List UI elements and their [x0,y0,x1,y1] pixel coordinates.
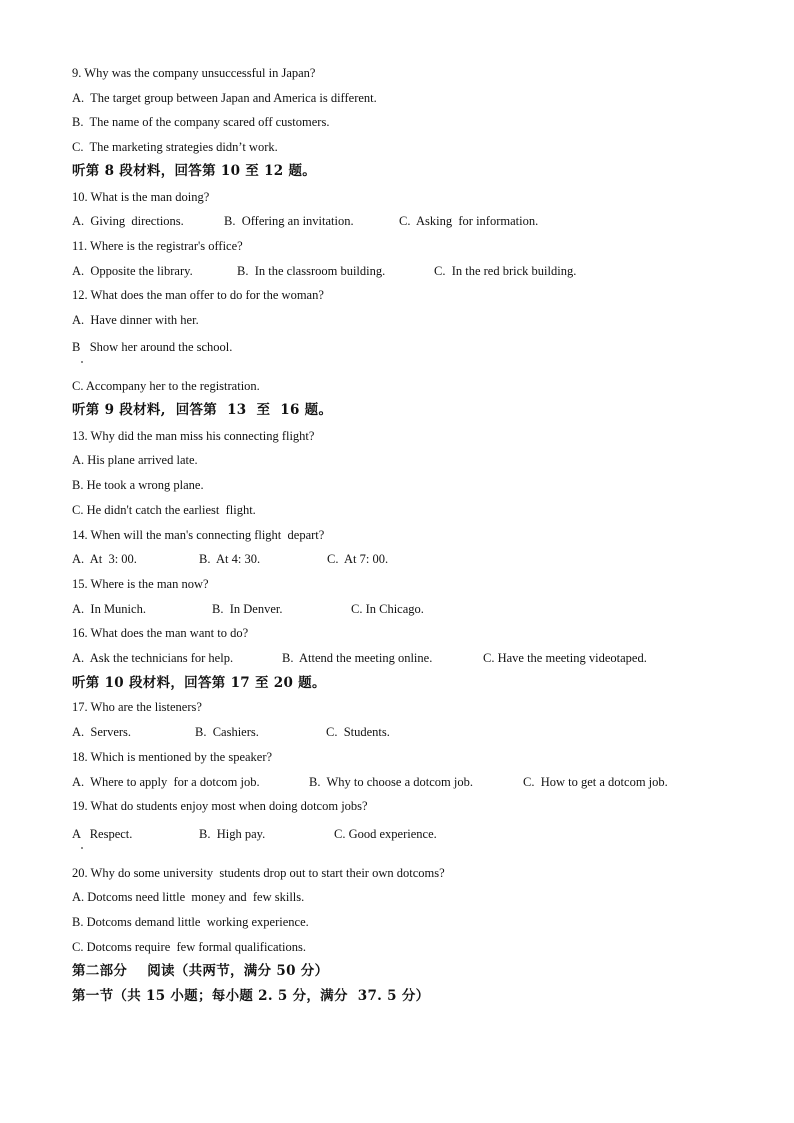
q13-option-a: A. His plane arrived late. [72,453,198,467]
q12-option-a: A. Have dinner with her. [72,313,199,327]
q9-option-a: A. The target group between Japan and America is different. [72,91,377,105]
part-2-heading: 第二部分 阅读（共两节，满分 50 分） [72,963,329,979]
q19-option-a: A Respect. [72,827,133,841]
q20-option-a: A. Dotcoms need little money and few skills. [72,890,305,904]
question-16: 16. What does the man want to do? [72,626,249,640]
section-8-heading: 听第 8 段材料，回答第 10 至 12 题。 [72,163,317,179]
q16-option-b: B. Attend the meeting online. [282,651,433,665]
q12-option-c: C. Accompany her to the registration. [72,379,260,393]
q14-option-a: A. At 3: 00. [72,552,137,566]
q9-option-c: C. The marketing strategies didn’t work. [72,140,278,154]
stray-dot [81,847,83,849]
q17-option-c: C. Students. [326,725,390,739]
q14-option-b: B. At 4: 30. [199,552,261,566]
stray-dot [81,361,83,363]
section-10-heading: 听第 10 段材料，回答第 17 至 20 题。 [72,675,326,691]
q20-option-b: B. Dotcoms demand little working experience. [72,915,309,929]
question-12: 12. What does the man offer to do for the woman? [72,288,324,302]
q15-option-a: A. In Munich. [72,602,146,616]
question-14: 14. When will the man's connecting flight depart? [72,528,325,542]
q20-option-c: C. Dotcoms require few formal qualifications. [72,940,306,954]
question-13: 13. Why did the man miss his connecting flight? [72,429,315,443]
q10-option-b: B. Offering an invitation. [224,214,354,228]
q19-option-b: B. High pay. [199,827,266,841]
question-17: 17. Who are the listeners? [72,700,202,714]
q17-option-a: A. Servers. [72,725,132,739]
q19-option-c: C. Good experience. [334,827,437,841]
q13-option-c: C. He didn't catch the earliest flight. [72,503,256,517]
q11-option-c: C. In the red brick building. [434,264,577,278]
q12-option-b: B Show her around the school. [72,340,233,354]
q16-option-a: A. Ask the technicians for help. [72,651,234,665]
q11-option-a: A. Opposite the library. [72,264,193,278]
q18-option-c: C. How to get a dotcom job. [523,775,668,789]
question-18: 18. Which is mentioned by the speaker? [72,750,273,764]
q15-option-c: C. In Chicago. [351,602,424,616]
question-11: 11. Where is the registrar's office? [72,239,243,253]
q16-option-c: C. Have the meeting videotaped. [483,651,647,665]
q17-option-b: B. Cashiers. [195,725,259,739]
part-2-section-1-heading: 第一节（共 15 小题；每小题 2. 5 分，满分 37. 5 分） [72,988,430,1004]
q10-option-a: A. Giving directions. [72,214,184,228]
question-20: 20. Why do some university students drop out to start their own dotcoms? [72,866,445,880]
question-10: 10. What is the man doing? [72,190,210,204]
question-15: 15. Where is the man now? [72,577,209,591]
q18-option-a: A. Where to apply for a dotcom job. [72,775,260,789]
q9-option-b: B. The name of the company scared off customers. [72,115,330,129]
section-9-heading: 听第 9 段材料, 回答第 13 至 16 题。 [72,402,333,418]
question-19: 19. What do students enjoy most when doing dotcom jobs? [72,799,368,813]
q13-option-b: B. He took a wrong plane. [72,478,204,492]
question-9: 9. Why was the company unsuccessful in Japan? [72,66,316,80]
q10-option-c: C. Asking for information. [399,214,539,228]
q14-option-c: C. At 7: 00. [327,552,389,566]
q11-option-b: B. In the classroom building. [237,264,386,278]
q18-option-b: B. Why to choose a dotcom job. [309,775,473,789]
q15-option-b: B. In Denver. [212,602,283,616]
